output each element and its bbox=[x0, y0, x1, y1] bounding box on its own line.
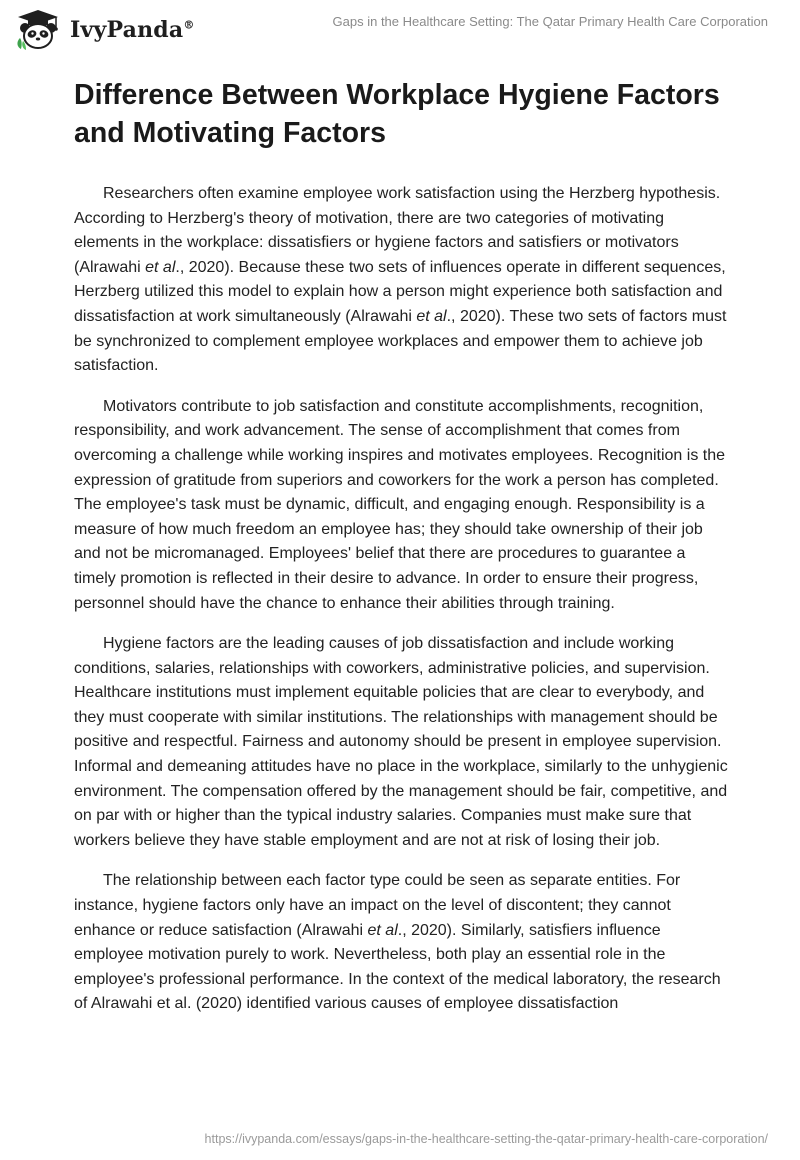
article-heading: Difference Between Workplace Hygiene Factors and Motivating Factors bbox=[74, 79, 720, 149]
page-header bbox=[0, 0, 800, 60]
ivypanda-logo[interactable] bbox=[14, 8, 195, 52]
paragraph-3: Hygiene factors are the leading causes of job dissatisfaction and include working conditions, salaries, relationships with coworkers, administrative policies, and supervision. Healthcare institutions must implement equitable policies that are clear to everybody, and they must cooperate with similar institutions. The relationships with management should be positive and respectful. Fairness and autonomy should be present in employee supervision. Informal and demeaning attitudes have no place in the workplace, similarly to the unhygienic environment. The compensation offered by the management should be fair, competitive, and on par with or higher than the typical industry salaries. Companies must make sure that workers believe they have stable employment and are not at risk of losing their job. bbox=[74, 635, 728, 849]
source-url[interactable]: https://ivypanda.com/essays/gaps-in-the-healthcare-setting-the-qatar-primary-health-care-corporation/ bbox=[204, 1132, 768, 1146]
article-body bbox=[74, 76, 730, 1033]
logo-wordmark: IvyPanda® bbox=[70, 17, 195, 43]
paragraph-2: Motivators contribute to job satisfaction and constitute accomplishments, recognition, responsibility, and work advancement. The sense of accomplishment that comes from overcoming a challenge while working inspires and motivates employees. Recognition is the expression of gratitude from superiors and coworkers for the work a person has completed. The employee's task must be dynamic, difficult, and engaging enough. Responsibility is a measure of how much freedom an employee has; they should take ownership of their job and not be micromanaged. Employees' belief that there are procedures to guarantee a timely promotion is reflected in their desire to advance. In order to ensure their progress, personnel should have the chance to enhance their abilities through training. bbox=[74, 397, 726, 612]
paragraph-1: Researchers often examine employee work satisfaction using the Herzberg hypothesis. According to Herzberg's theory of motivation, there are two categories of motivating elements in the workplace: dissatisfiers or hygiene factors and satisfiers or motivators (Alrawahi et al., 2020). Because these two sets of influences operate in different sequences, Herzberg utilized this model to explain how a person might experience both satisfaction and dissatisfaction at work simultaneously (Alrawahi et al., 2020). These two sets of factors must be synchronized to complement employee workplaces and empower them to achieve job satisfaction. bbox=[74, 185, 727, 375]
panda-logo-icon bbox=[14, 8, 62, 52]
running-title: Gaps in the Healthcare Setting: The Qatar Primary Health Care Corporation bbox=[332, 14, 768, 29]
paragraph-4: The relationship between each factor type could be seen as separate entities. For instance, hygiene factors only have an impact on the level of discontent; they cannot enhance or reduce satisfaction (Alrawahi et al., 2020). Similarly, satisfiers influence employee motivation purely to work. Nevertheless, both play an essential role in the employee's professional performance. In the context of the medical laboratory, the research of Alrawahi et al. (2020) identified various causes of employee dissatisfaction bbox=[74, 872, 721, 1013]
